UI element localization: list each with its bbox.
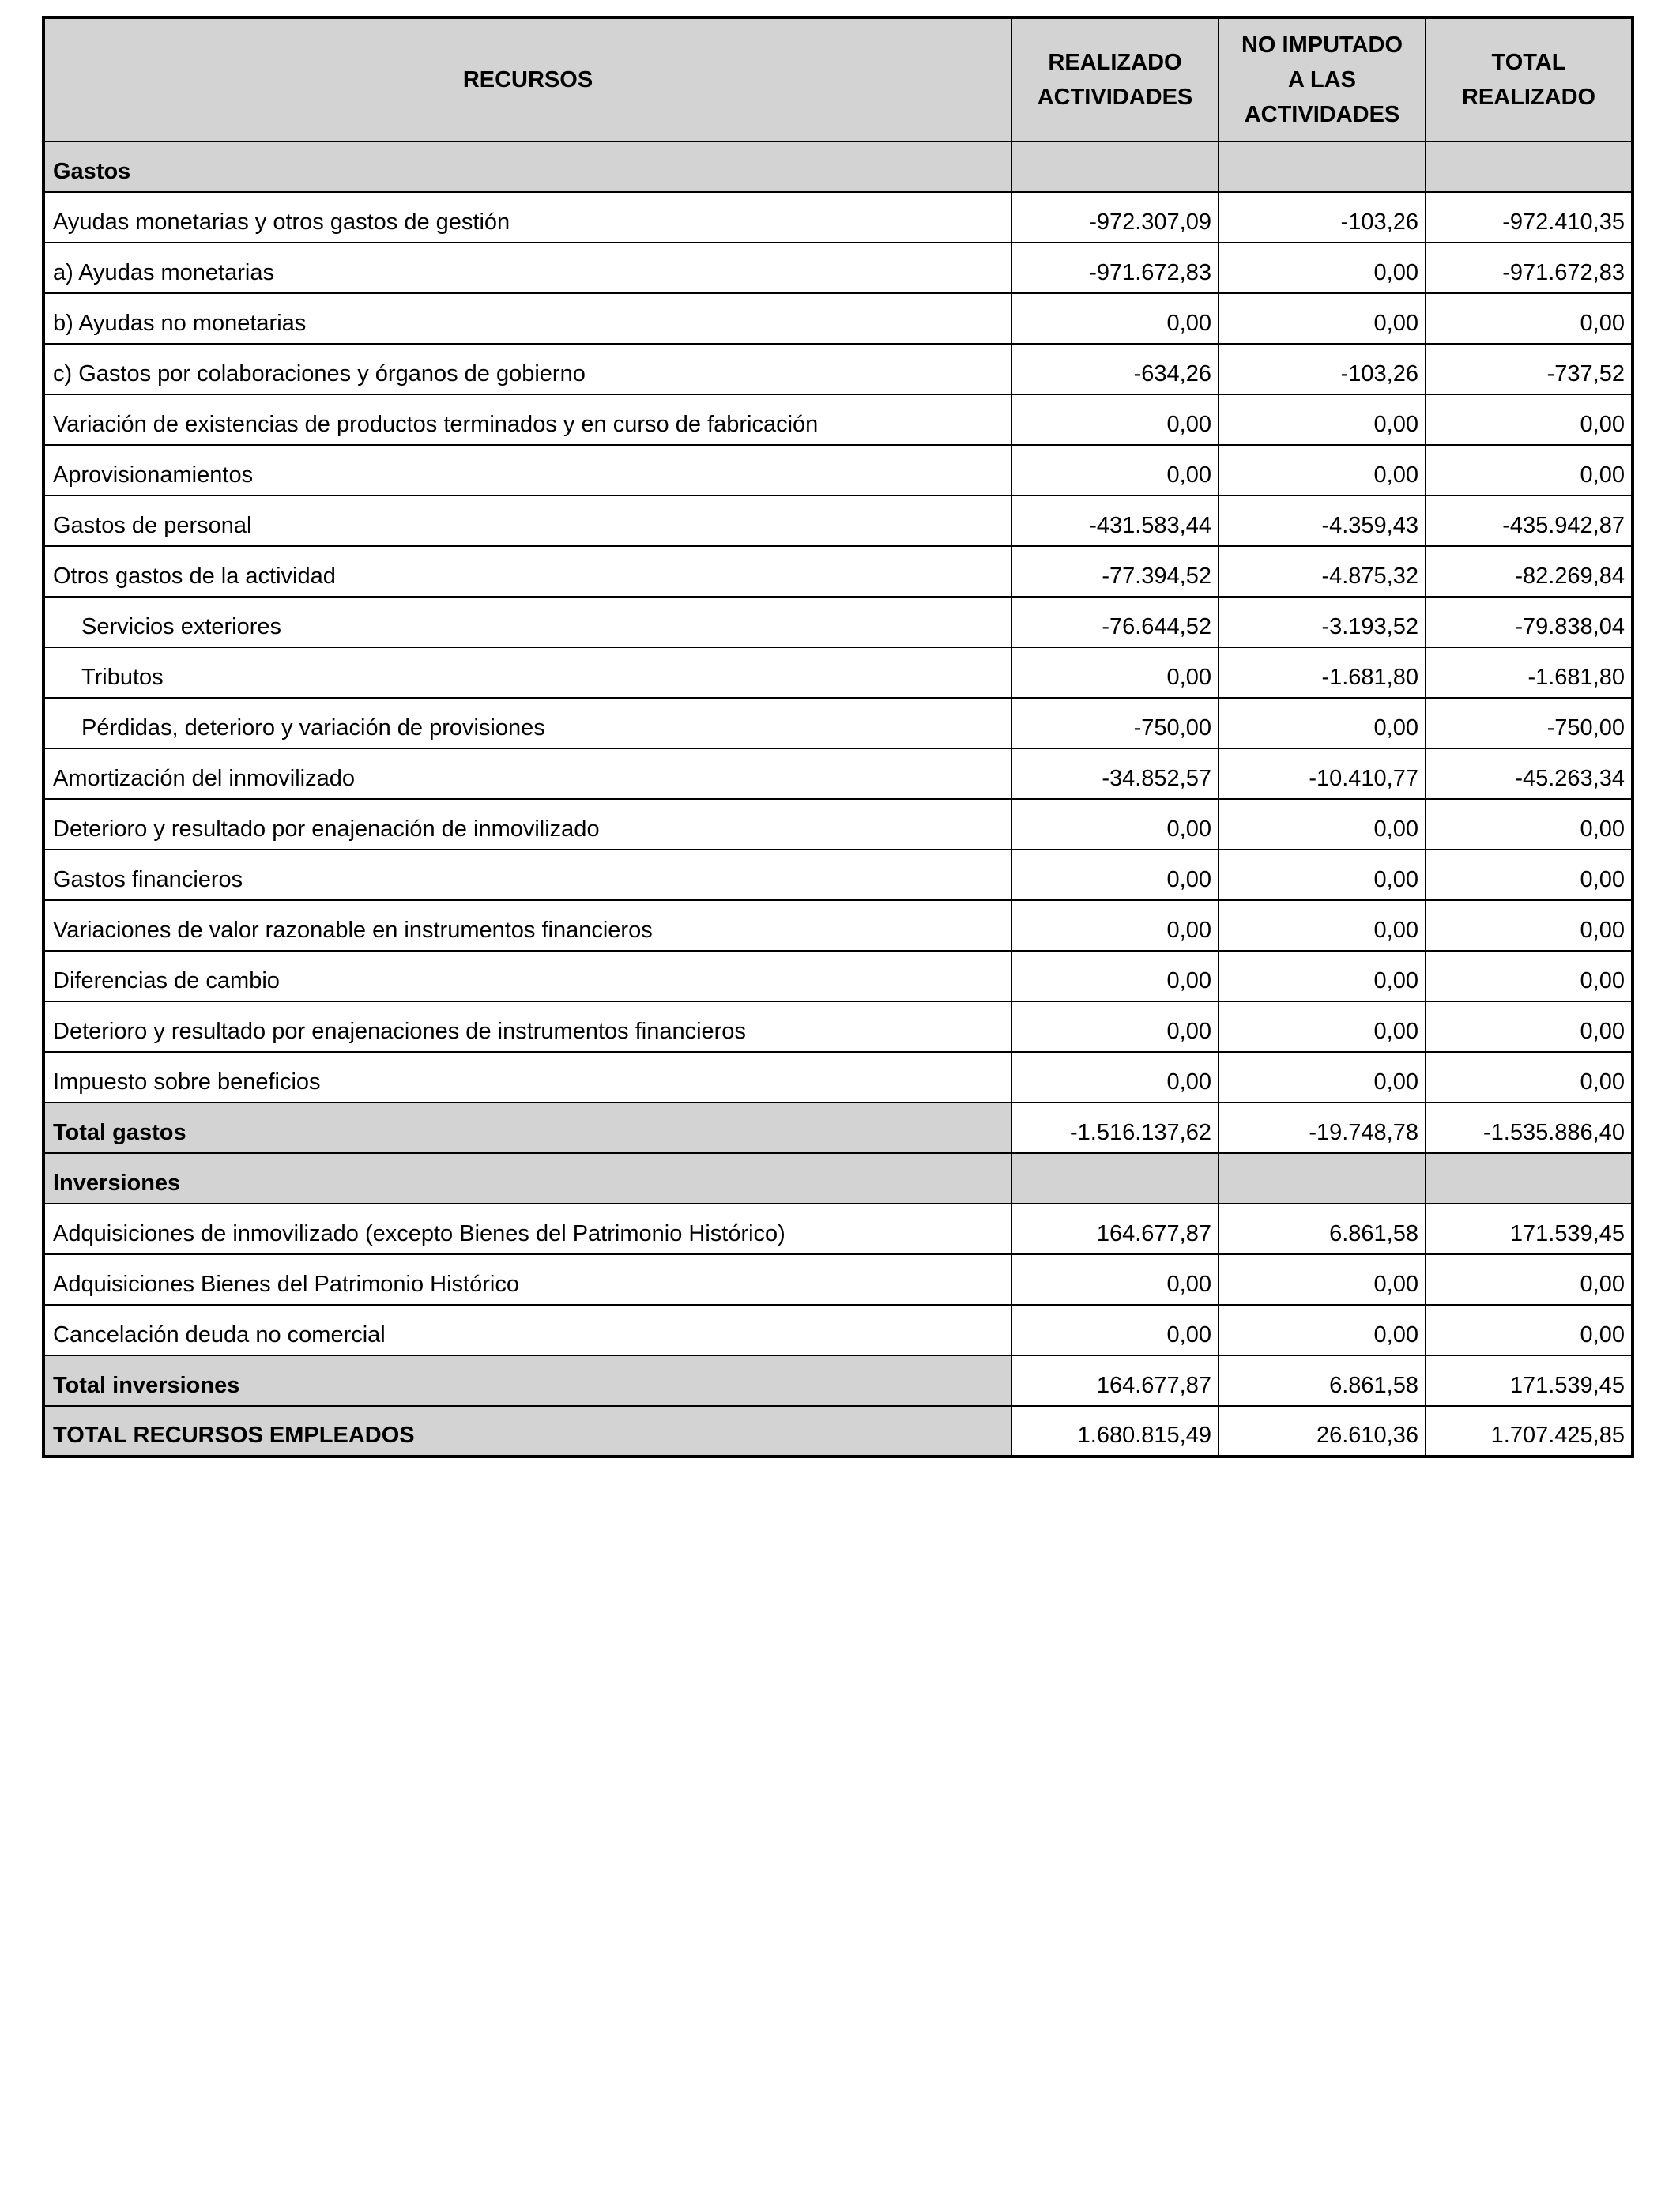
row-value-col-1 (1011, 141, 1219, 192)
header-line: A LAS (1288, 67, 1356, 92)
header-line: TOTAL (1491, 50, 1566, 75)
header-total-realizado (1426, 17, 1633, 141)
row-value-col-1 (1011, 1153, 1219, 1204)
row-value-col-3: -750,00 (1426, 698, 1633, 748)
row-label: Gastos (43, 141, 1011, 192)
table-row (43, 647, 1633, 698)
row-value-col-1: 0,00 (1011, 1052, 1219, 1103)
header-line: REALIZADO (1461, 85, 1596, 110)
row-value-col-1: 0,00 (1011, 293, 1219, 344)
header-row (43, 17, 1633, 141)
row-label: Adquisiciones de inmovilizado (excepto Bienes del Patrimonio Histórico) (43, 1204, 1011, 1254)
row-value-col-2: 26.610,36 (1219, 1406, 1426, 1457)
row-value-col-1: -77.394,52 (1011, 546, 1219, 597)
row-value-col-3: -82.269,84 (1426, 546, 1633, 597)
table-row (43, 496, 1633, 546)
row-value-col-2: 0,00 (1219, 1052, 1426, 1103)
row-value-col-2: 0,00 (1219, 1254, 1426, 1305)
total-row (43, 1406, 1633, 1457)
row-value-col-3 (1426, 1153, 1633, 1204)
header-no-imputado (1219, 17, 1426, 141)
row-label: b) Ayudas no monetarias (43, 293, 1011, 344)
row-value-col-1: 0,00 (1011, 1254, 1219, 1305)
row-value-col-3: 171.539,45 (1426, 1204, 1633, 1254)
row-label: Ayudas monetarias y otros gastos de gestión (43, 192, 1011, 243)
row-value-col-2: -4.875,32 (1219, 546, 1426, 597)
row-value-col-1: 0,00 (1011, 850, 1219, 900)
row-value-col-3: 0,00 (1426, 850, 1633, 900)
row-value-col-3: 0,00 (1426, 951, 1633, 1001)
row-label: a) Ayudas monetarias (43, 243, 1011, 293)
row-value-col-1: 0,00 (1011, 900, 1219, 951)
row-value-col-2: -19.748,78 (1219, 1103, 1426, 1153)
row-value-col-1: -971.672,83 (1011, 243, 1219, 293)
row-value-col-3: 171.539,45 (1426, 1355, 1633, 1406)
row-value-col-3 (1426, 141, 1633, 192)
row-value-col-3: 0,00 (1426, 1001, 1633, 1052)
row-label: Variaciones de valor razonable en instrumentos financieros (43, 900, 1011, 951)
table-row (43, 192, 1633, 243)
header-recursos (43, 17, 1011, 141)
table-row (43, 698, 1633, 748)
row-label: Servicios exteriores (43, 597, 1011, 647)
table-row (43, 900, 1633, 951)
row-label: Aprovisionamientos (43, 445, 1011, 496)
row-value-col-1: 164.677,87 (1011, 1355, 1219, 1406)
row-value-col-2: 0,00 (1219, 293, 1426, 344)
row-value-col-1: -431.583,44 (1011, 496, 1219, 546)
row-label: Diferencias de cambio (43, 951, 1011, 1001)
row-label: Cancelación deuda no comercial (43, 1305, 1011, 1355)
table-row (43, 799, 1633, 850)
header-line: ACTIVIDADES (1244, 102, 1400, 127)
table-row (43, 293, 1633, 344)
row-label: Total inversiones (43, 1355, 1011, 1406)
row-value-col-1: 0,00 (1011, 445, 1219, 496)
table-header (43, 17, 1633, 141)
row-value-col-2: 0,00 (1219, 698, 1426, 748)
row-value-col-2: 0,00 (1219, 445, 1426, 496)
row-value-col-3: -1.535.886,40 (1426, 1103, 1633, 1153)
row-value-col-2: 0,00 (1219, 394, 1426, 445)
table-row (43, 850, 1633, 900)
row-value-col-3: -79.838,04 (1426, 597, 1633, 647)
row-value-col-2: 6.861,58 (1219, 1204, 1426, 1254)
row-value-col-1: 0,00 (1011, 1001, 1219, 1052)
row-value-col-3: -435.942,87 (1426, 496, 1633, 546)
row-value-col-1: -34.852,57 (1011, 748, 1219, 799)
row-label: Pérdidas, deterioro y variación de provisiones (43, 698, 1011, 748)
table-row (43, 445, 1633, 496)
row-value-col-1: 164.677,87 (1011, 1204, 1219, 1254)
row-value-col-2: 0,00 (1219, 850, 1426, 900)
row-label: Deterioro y resultado por enajenaciones de instrumentos financieros (43, 1001, 1011, 1052)
resources-table (42, 16, 1634, 1458)
row-label: Variación de existencias de productos terminados y en curso de fabricación (43, 394, 1011, 445)
row-value-col-2: -10.410,77 (1219, 748, 1426, 799)
row-value-col-3: 0,00 (1426, 1052, 1633, 1103)
row-value-col-3: 0,00 (1426, 1254, 1633, 1305)
section-row (43, 141, 1633, 192)
row-value-col-3: -972.410,35 (1426, 192, 1633, 243)
row-value-col-3: -737,52 (1426, 344, 1633, 394)
row-value-col-3: -45.263,34 (1426, 748, 1633, 799)
table-row (43, 394, 1633, 445)
row-value-col-2 (1219, 141, 1426, 192)
row-label: TOTAL RECURSOS EMPLEADOS (43, 1406, 1011, 1457)
row-value-col-1: 0,00 (1011, 1305, 1219, 1355)
row-label: Impuesto sobre beneficios (43, 1052, 1011, 1103)
row-label: Gastos financieros (43, 850, 1011, 900)
row-value-col-3: 0,00 (1426, 900, 1633, 951)
table-row (43, 1052, 1633, 1103)
header-recursos-text: RECURSOS (462, 67, 593, 92)
row-label: Gastos de personal (43, 496, 1011, 546)
total-row (43, 1355, 1633, 1406)
row-value-col-2: -103,26 (1219, 344, 1426, 394)
header-realizado-actividades (1011, 17, 1219, 141)
row-value-col-3: 0,00 (1426, 293, 1633, 344)
row-value-col-2 (1219, 1153, 1426, 1204)
row-value-col-3: 1.707.425,85 (1426, 1406, 1633, 1457)
table-row (43, 1204, 1633, 1254)
row-value-col-1: 0,00 (1011, 951, 1219, 1001)
row-value-col-2: 0,00 (1219, 900, 1426, 951)
row-value-col-2: -4.359,43 (1219, 496, 1426, 546)
total-row (43, 1103, 1633, 1153)
row-label: Amortización del inmovilizado (43, 748, 1011, 799)
row-value-col-1: 0,00 (1011, 647, 1219, 698)
row-value-col-1: -972.307,09 (1011, 192, 1219, 243)
header-line: REALIZADO (1048, 50, 1182, 75)
row-label: c) Gastos por colaboraciones y órganos de gobierno (43, 344, 1011, 394)
row-label: Tributos (43, 647, 1011, 698)
row-value-col-1: -1.516.137,62 (1011, 1103, 1219, 1153)
table-row (43, 748, 1633, 799)
row-value-col-1: -750,00 (1011, 698, 1219, 748)
row-label: Inversiones (43, 1153, 1011, 1204)
row-value-col-3: 0,00 (1426, 799, 1633, 850)
row-value-col-3: 0,00 (1426, 1305, 1633, 1355)
row-value-col-1: 1.680.815,49 (1011, 1406, 1219, 1457)
row-value-col-2: 6.861,58 (1219, 1355, 1426, 1406)
row-value-col-2: 0,00 (1219, 243, 1426, 293)
row-value-col-3: -971.672,83 (1426, 243, 1633, 293)
section-row (43, 1153, 1633, 1204)
table-row (43, 1001, 1633, 1052)
row-label: Deterioro y resultado por enajenación de inmovilizado (43, 799, 1011, 850)
table-row (43, 1254, 1633, 1305)
row-label: Otros gastos de la actividad (43, 546, 1011, 597)
row-value-col-2: -1.681,80 (1219, 647, 1426, 698)
table-row (43, 243, 1633, 293)
row-value-col-2: -103,26 (1219, 192, 1426, 243)
row-value-col-2: 0,00 (1219, 799, 1426, 850)
row-value-col-1: -634,26 (1011, 344, 1219, 394)
resources-table-container (42, 16, 1631, 1458)
table-row (43, 344, 1633, 394)
table-body (43, 141, 1633, 1457)
table-row (43, 546, 1633, 597)
row-value-col-3: 0,00 (1426, 394, 1633, 445)
row-value-col-1: -76.644,52 (1011, 597, 1219, 647)
table-row (43, 597, 1633, 647)
row-value-col-2: 0,00 (1219, 1305, 1426, 1355)
table-row (43, 1305, 1633, 1355)
row-value-col-2: 0,00 (1219, 951, 1426, 1001)
row-value-col-3: -1.681,80 (1426, 647, 1633, 698)
row-label: Total gastos (43, 1103, 1011, 1153)
header-line: ACTIVIDADES (1037, 85, 1193, 110)
row-value-col-3: 0,00 (1426, 445, 1633, 496)
table-row (43, 951, 1633, 1001)
row-value-col-2: 0,00 (1219, 1001, 1426, 1052)
row-value-col-1: 0,00 (1011, 394, 1219, 445)
row-value-col-2: -3.193,52 (1219, 597, 1426, 647)
row-value-col-1: 0,00 (1011, 799, 1219, 850)
header-line: NO IMPUTADO (1241, 32, 1403, 58)
row-label: Adquisiciones Bienes del Patrimonio Histórico (43, 1254, 1011, 1305)
